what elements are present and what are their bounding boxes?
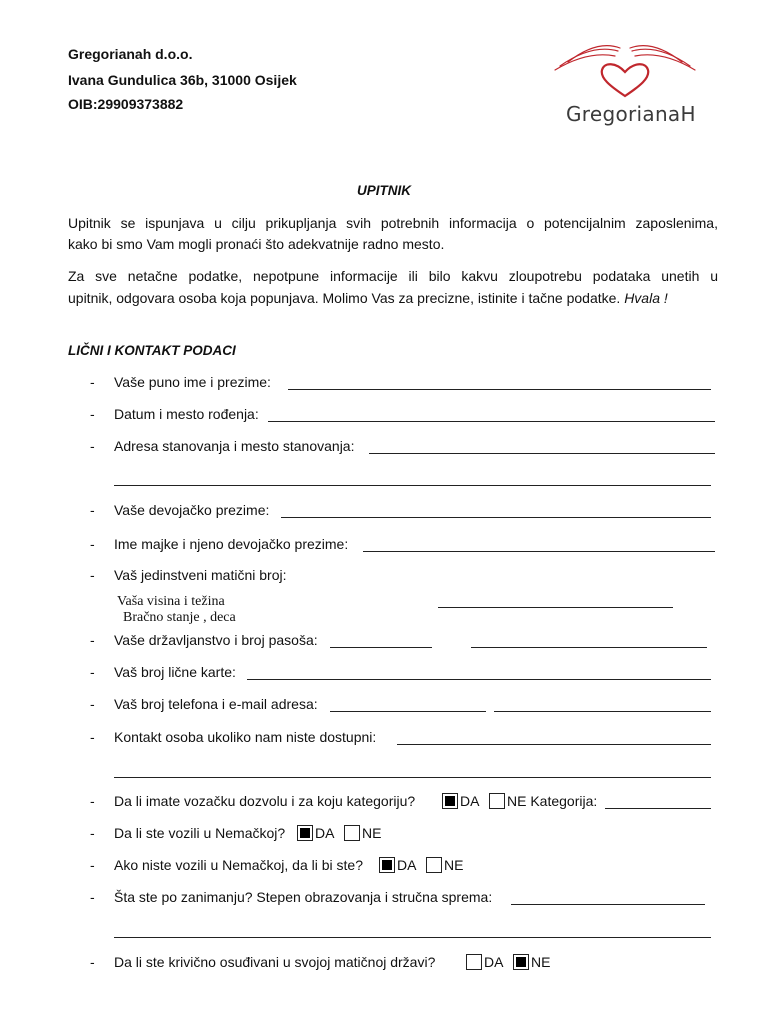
mother-field[interactable] xyxy=(363,551,715,552)
label-citizenship: Vaše državljanstvo i broj pasoša: xyxy=(114,632,318,648)
bullet: - xyxy=(90,793,95,809)
would-ne-checkbox[interactable] xyxy=(426,857,442,873)
drove-da-checkbox[interactable] xyxy=(297,825,313,841)
label-convicted: Da li ste krivično osuđivani u svojoj matičnoj državi? xyxy=(114,954,436,970)
label-marital: Bračno stanje , deca xyxy=(123,610,236,625)
company-oib: OIB:29909373882 xyxy=(68,96,184,112)
label-license: Da li imate vozačku dozvolu i za koju kategoriju? xyxy=(114,793,416,809)
id-card-field[interactable] xyxy=(247,679,711,680)
label-drove-germany: Da li ste vozili u Nemačkoj? xyxy=(114,825,286,841)
drove-ne-label: NE xyxy=(362,825,382,841)
bullet: - xyxy=(90,889,95,905)
label-full-name: Vaše puno ime i prezime: xyxy=(114,374,271,390)
license-da-checkbox[interactable] xyxy=(442,793,458,809)
label-category: NE Kategorija: xyxy=(507,793,598,809)
bullet: - xyxy=(90,954,95,970)
maiden-name-field[interactable] xyxy=(281,517,711,518)
bullet: - xyxy=(90,567,95,583)
occupation-field[interactable] xyxy=(511,904,705,905)
email-field[interactable] xyxy=(494,711,711,712)
contact-field[interactable] xyxy=(397,744,711,745)
intro-p2-text: upitnik, odgovara osoba koja popunjava. Molimo Vas za precizne, istinite i tačne podatke. xyxy=(68,290,621,306)
intro-p2-line2 xyxy=(68,290,668,306)
section-title: LIČNI I KONTAKT PODACI xyxy=(68,343,236,358)
logo-text: GregorianaH xyxy=(566,102,696,126)
label-would-drive: Ako niste vozili u Nemačkoj, da li bi ste? xyxy=(114,857,363,873)
category-field[interactable] xyxy=(605,808,711,809)
drove-ne-checkbox[interactable] xyxy=(344,825,360,841)
label-id-card: Vaš broj lične karte: xyxy=(114,664,236,680)
bullet: - xyxy=(90,502,95,518)
label-contact: Kontakt osoba ukoliko nam niste dostupni: xyxy=(114,729,377,745)
birth-field[interactable] xyxy=(268,421,715,422)
bullet: - xyxy=(90,857,95,873)
company-address: Ivana Gundulica 36b, 31000 Osijek xyxy=(68,72,297,88)
bullet: - xyxy=(90,825,95,841)
bullet: - xyxy=(90,664,95,680)
would-da-checkbox[interactable] xyxy=(379,857,395,873)
intro-p2-line1: Za sve netačne podatke, nepotpune informacije ili bilo kakvu zloupotrebu podataka unetih u xyxy=(68,268,718,284)
height-weight-field[interactable] xyxy=(438,607,673,608)
phone-field[interactable] xyxy=(330,711,486,712)
contact-field-line2[interactable] xyxy=(114,777,711,778)
company-name: Gregorianah d.o.o. xyxy=(68,46,193,62)
bullet: - xyxy=(90,374,95,390)
label-jmbg: Vaš jedinstveni matični broj: xyxy=(114,567,287,583)
would-da-label: DA xyxy=(397,857,417,873)
intro-p1-line1: Upitnik se ispunjava u cilju prikupljanja svih potrebnih informacija o potencijalnim zaposlenima, xyxy=(68,215,718,231)
citizenship-field[interactable] xyxy=(330,647,432,648)
intro-p1-line2: kako bi smo Vam mogli pronaći što adekvatnije radno mesto. xyxy=(68,236,445,252)
would-ne-label: NE xyxy=(444,857,464,873)
address-field-line2[interactable] xyxy=(114,485,711,486)
intro-thanks: Hvala ! xyxy=(624,290,668,306)
bullet: - xyxy=(90,406,95,422)
license-ne-checkbox[interactable] xyxy=(489,793,505,809)
drove-da-label: DA xyxy=(315,825,335,841)
label-mother: Ime majke i njeno devojačko prezime: xyxy=(114,536,349,552)
label-maiden-name: Vaše devojačko prezime: xyxy=(114,502,270,518)
license-da-label: DA xyxy=(460,793,480,809)
bullet: - xyxy=(90,696,95,712)
label-birth: Datum i mesto rođenja: xyxy=(114,406,259,422)
convicted-da-label: DA xyxy=(484,954,504,970)
full-name-field[interactable] xyxy=(288,389,711,390)
convicted-da-checkbox[interactable] xyxy=(466,954,482,970)
bullet: - xyxy=(90,632,95,648)
bullet: - xyxy=(90,536,95,552)
bullet: - xyxy=(90,729,95,745)
address-field[interactable] xyxy=(369,453,715,454)
page-title: UPITNIK xyxy=(357,183,411,198)
convicted-ne-label: NE xyxy=(531,954,551,970)
convicted-ne-checkbox[interactable] xyxy=(513,954,529,970)
bullet: - xyxy=(90,438,95,454)
label-height-weight: Vaša visina i težina xyxy=(117,594,225,609)
label-address: Adresa stanovanja i mesto stanovanja: xyxy=(114,438,355,454)
passport-field[interactable] xyxy=(471,647,707,648)
label-occupation: Šta ste po zanimanju? Stepen obrazovanja i stručna sprema: xyxy=(114,889,493,905)
label-phone-email: Vaš broj telefona i e-mail adresa: xyxy=(114,696,318,712)
occupation-field-line2[interactable] xyxy=(114,937,711,938)
